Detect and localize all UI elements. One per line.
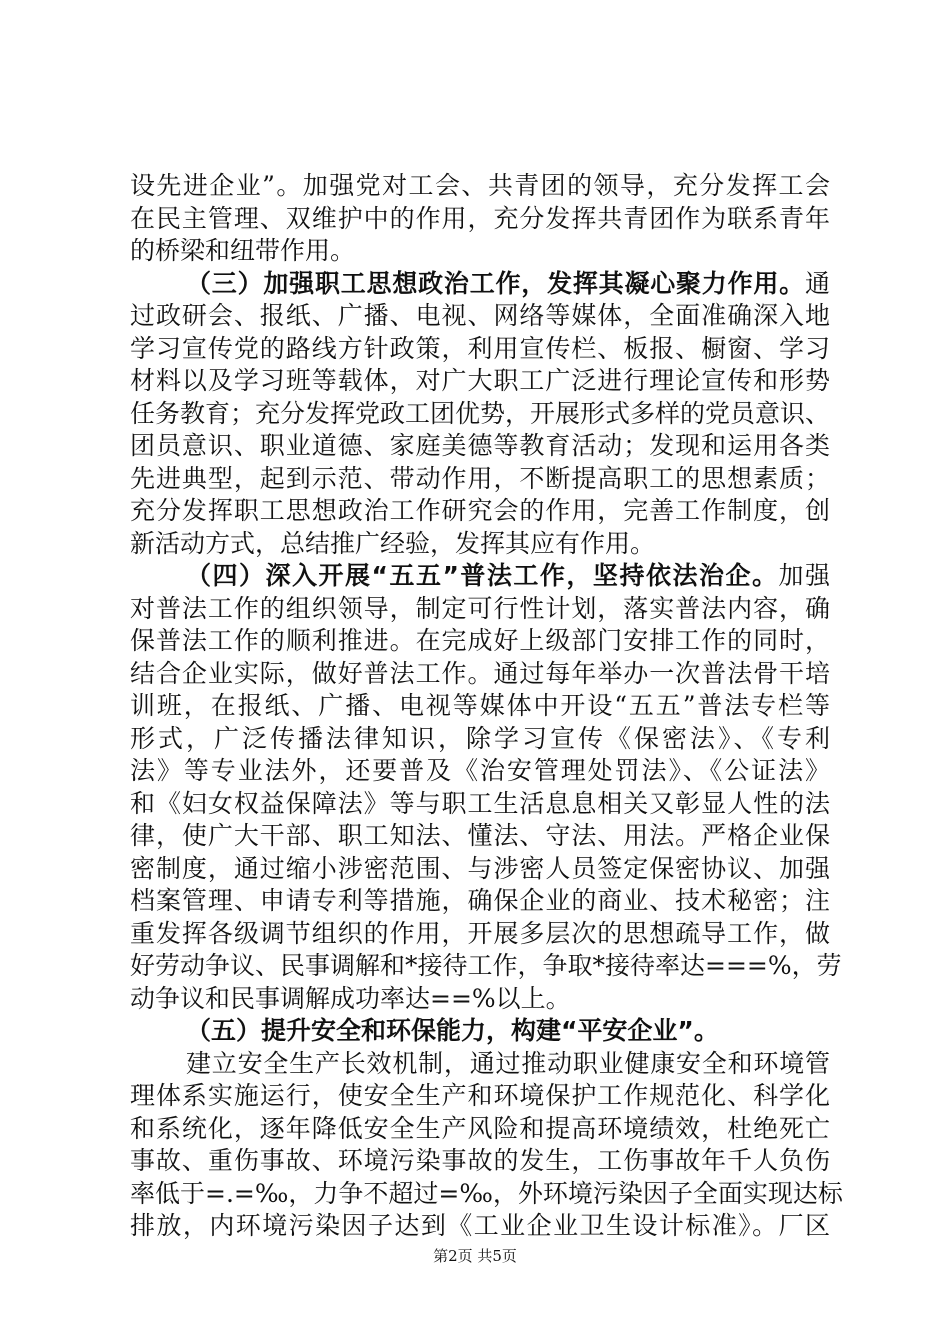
- text-run: 密制度，通过缩小涉密范围、与涉密人员签定保密协议、加强: [130, 853, 830, 883]
- text-run: 加强: [778, 561, 830, 590]
- text-run: 训班，在报纸、广播、电视等媒体中开设“五五”普法专栏等: [130, 691, 830, 720]
- text-run: 任务教育；充分发挥党政工团优势，开展形式多样的党员意识、: [130, 398, 831, 428]
- text-line: [130, 788, 830, 821]
- text-line: [130, 1048, 830, 1081]
- text-run: 动争议和民事调解成功率达==%以上。: [130, 983, 571, 1013]
- text-line: [130, 463, 830, 496]
- text-run: 事故、重伤事故、环境污染事故的发生，工伤事故年千人负伤: [130, 1146, 830, 1175]
- text-run: 对普法工作的组织领导，制定可行性计划，落实普法内容，确: [130, 593, 830, 623]
- text-line: [130, 918, 830, 951]
- section-heading-line: [130, 560, 830, 593]
- text-run: 形式，广泛传播法律知识，除学习宣传《保密法》、《专利: [130, 723, 830, 753]
- text-line: [130, 333, 830, 366]
- text-run: 理体系实施运行，使安全生产和环境保护工作规范化、科学化: [130, 1081, 830, 1110]
- text-line: [130, 300, 830, 333]
- section-heading-line: [130, 1015, 830, 1048]
- text-run: 和系统化，逐年降低安全生产风险和提高环境绩效，杜绝死亡: [130, 1113, 830, 1143]
- text-run: 档案管理、申请专利等措施，确保企业的商业、技术秘密；注: [130, 886, 830, 915]
- text-line: [130, 1210, 830, 1243]
- text-run: 保普法工作的顺利推进。在完成好上级部门安排工作的同时，: [130, 626, 830, 655]
- body-text: [130, 170, 843, 1243]
- section-heading: （四）深入开展“五五”普法工作，坚持依法治企。: [186, 561, 779, 590]
- text-line: [130, 495, 830, 528]
- section-heading: （五）提升安全和环保能力，构建“平安企业”。: [186, 1016, 719, 1045]
- text-run: 通: [804, 268, 830, 298]
- text-run: 律，使广大干部、职工知法、懂法、守法、用法。严格企业保: [130, 821, 830, 850]
- text-line: [130, 1080, 830, 1113]
- text-run: 建立安全生产长效机制，通过推动职业健康安全和环境管: [186, 1048, 830, 1078]
- text-line: [130, 755, 830, 788]
- text-run: 和《妇女权益保障法》等与职工生活息息相关又彰显人性的法: [130, 788, 830, 818]
- text-run: 过政研会、报纸、广播、电视、网络等媒体，全面准确深入地: [130, 301, 830, 330]
- text-line: [130, 235, 830, 268]
- text-line: [130, 398, 830, 431]
- text-run: 充分发挥职工思想政治工作研究会的作用，完善工作制度，创: [130, 496, 830, 525]
- text-line: [130, 430, 830, 463]
- text-run: 重发挥各级调节组织的作用，开展多层次的思想疏导工作，做: [130, 918, 830, 948]
- section-heading-line: [130, 268, 830, 301]
- text-run: 先进典型，起到示范、带动作用，不断提高职工的思想素质；: [130, 463, 830, 493]
- text-line: [130, 170, 830, 203]
- text-run: 在民主管理、双维护中的作用，充分发挥共青团作为联系青年: [130, 203, 830, 233]
- text-line: [130, 1145, 830, 1178]
- text-line: [130, 1113, 830, 1146]
- text-run: 的桥梁和纽带作用。: [130, 236, 356, 265]
- text-line: [130, 625, 830, 658]
- text-run: 好劳动争议、民事调解和*接待工作，争取*接待率达===%，劳: [130, 951, 842, 980]
- text-line: [130, 853, 830, 886]
- text-line: [130, 658, 830, 691]
- text-line: [130, 950, 842, 983]
- text-line: [130, 723, 830, 756]
- page-number: 第2页 共5页: [433, 1247, 517, 1265]
- section-heading: （三）加强职工思想政治工作，发挥其凝心聚力作用。: [186, 268, 805, 298]
- text-run: 法》等专业法外，还要普及《治安管理处罚法》、《公证法》: [130, 756, 830, 785]
- text-line: [130, 885, 830, 918]
- text-line: [130, 365, 830, 398]
- text-line: [130, 820, 830, 853]
- text-run: 团员意识、职业道德、家庭美德等教育活动；发现和运用各类: [130, 431, 830, 460]
- text-line: [130, 690, 830, 723]
- text-line: [130, 1178, 843, 1211]
- text-run: 率低于=.=‰，力争不超过=‰，外环境污染因子全面实现达标: [130, 1178, 843, 1208]
- text-line: [130, 593, 830, 626]
- text-run: 学习宣传党的路线方针政策，利用宣传栏、板报、橱窗、学习: [130, 333, 830, 363]
- text-run: 材料以及学习班等载体，对广大职工广泛进行理论宣传和形势: [130, 366, 830, 395]
- text-run: 设先进企业”。加强党对工会、共青团的领导，充分发挥工会: [130, 171, 830, 200]
- text-run: 排放，内环境污染因子达到《工业企业卫生设计标准》。厂区: [130, 1211, 830, 1240]
- text-line: [130, 203, 830, 236]
- text-line: [130, 528, 830, 561]
- text-run: 新活动方式，总结推广经验，发挥其应有作用。: [130, 528, 656, 558]
- text-line: [130, 983, 830, 1016]
- text-run: 结合企业实际，做好普法工作。通过每年举办一次普法骨干培: [130, 658, 830, 688]
